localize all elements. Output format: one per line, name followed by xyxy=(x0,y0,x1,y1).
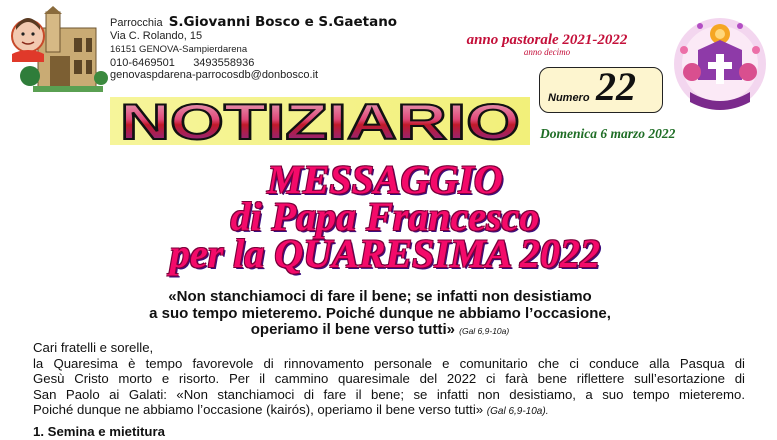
parish-info xyxy=(110,16,440,82)
title-line-1: MESSAGGIO xyxy=(267,157,503,202)
issue-date: Domenica 6 marzo 2022 xyxy=(540,126,676,141)
issue-number-box xyxy=(539,64,663,113)
parish-logo-icon xyxy=(8,6,108,94)
body-line-4-ref: (Gal 6,9-10a). xyxy=(486,406,549,417)
quote-line-3-text: operiamo il bene verso tutti» xyxy=(250,321,455,338)
parish-label: Parrocchia xyxy=(110,17,163,29)
pastoral-year: anno pastorale 2021-2022 xyxy=(466,32,628,48)
quote-line-3 xyxy=(60,322,700,340)
parish-phones xyxy=(110,57,440,70)
parish-phone-2: 3493558936 xyxy=(193,56,255,69)
title-line-2: di Papa Francesco xyxy=(230,194,540,239)
body-line-2: Gesù Cristo morto e risorto. Per il cammino quaresimale del 2022 ci farà bene riflettere sull’esortazione di xyxy=(33,371,745,386)
parish-phone-1: 010-6469501 xyxy=(110,56,175,69)
parish-title-line xyxy=(110,16,440,30)
notiziario-banner xyxy=(110,95,530,147)
parish-address: Via C. Rolando, 15 xyxy=(110,29,203,42)
body-greeting: Cari fratelli e sorelle, xyxy=(33,340,154,355)
section-heading: 1. Semina e mietitura xyxy=(33,424,165,439)
quote-line-2: a suo tempo mieteremo. Poiché dunque ne abbiamo l’occasione, xyxy=(149,304,611,322)
body-line-4-text: Poiché dunque ne abbiamo l’occasione (kairós), operiamo il bene verso tutti» xyxy=(33,402,484,417)
parish-name: S.Giovanni Bosco e S.Gaetano xyxy=(168,14,398,30)
lent-badge-icon xyxy=(670,10,770,122)
issue-number-label: Numero xyxy=(548,92,590,104)
banner-text: NOTIZIARIO xyxy=(120,95,520,147)
quote-ref: (Gal 6,9-10a) xyxy=(459,326,510,336)
body-line-3: San Paolo ai Galati: «Non stanchiamoci di fare il bene; se infatti non desistiamo, a suo tempo mieteremo. xyxy=(33,386,745,402)
body-line-1: la Quaresima è tempo favorevole di rinnovamento personale e comunitario che ci conduce alla Pasqua di xyxy=(33,355,745,371)
parish-email: genovaspdarena-parrocosdb@donbosco.it xyxy=(110,69,319,81)
issue-number: 22 xyxy=(596,64,636,109)
title-line-3: per la QUARESIMA 2022 xyxy=(169,231,601,276)
body-line-4 xyxy=(33,402,745,420)
quote-line-1: «Non stanchiamoci di fare il bene; se infatti non desistiamo xyxy=(168,288,592,305)
pastoral-year-sub: anno decimo xyxy=(523,47,571,57)
parish-city: 16151 GENOVA-Sampierdarena xyxy=(110,44,248,55)
